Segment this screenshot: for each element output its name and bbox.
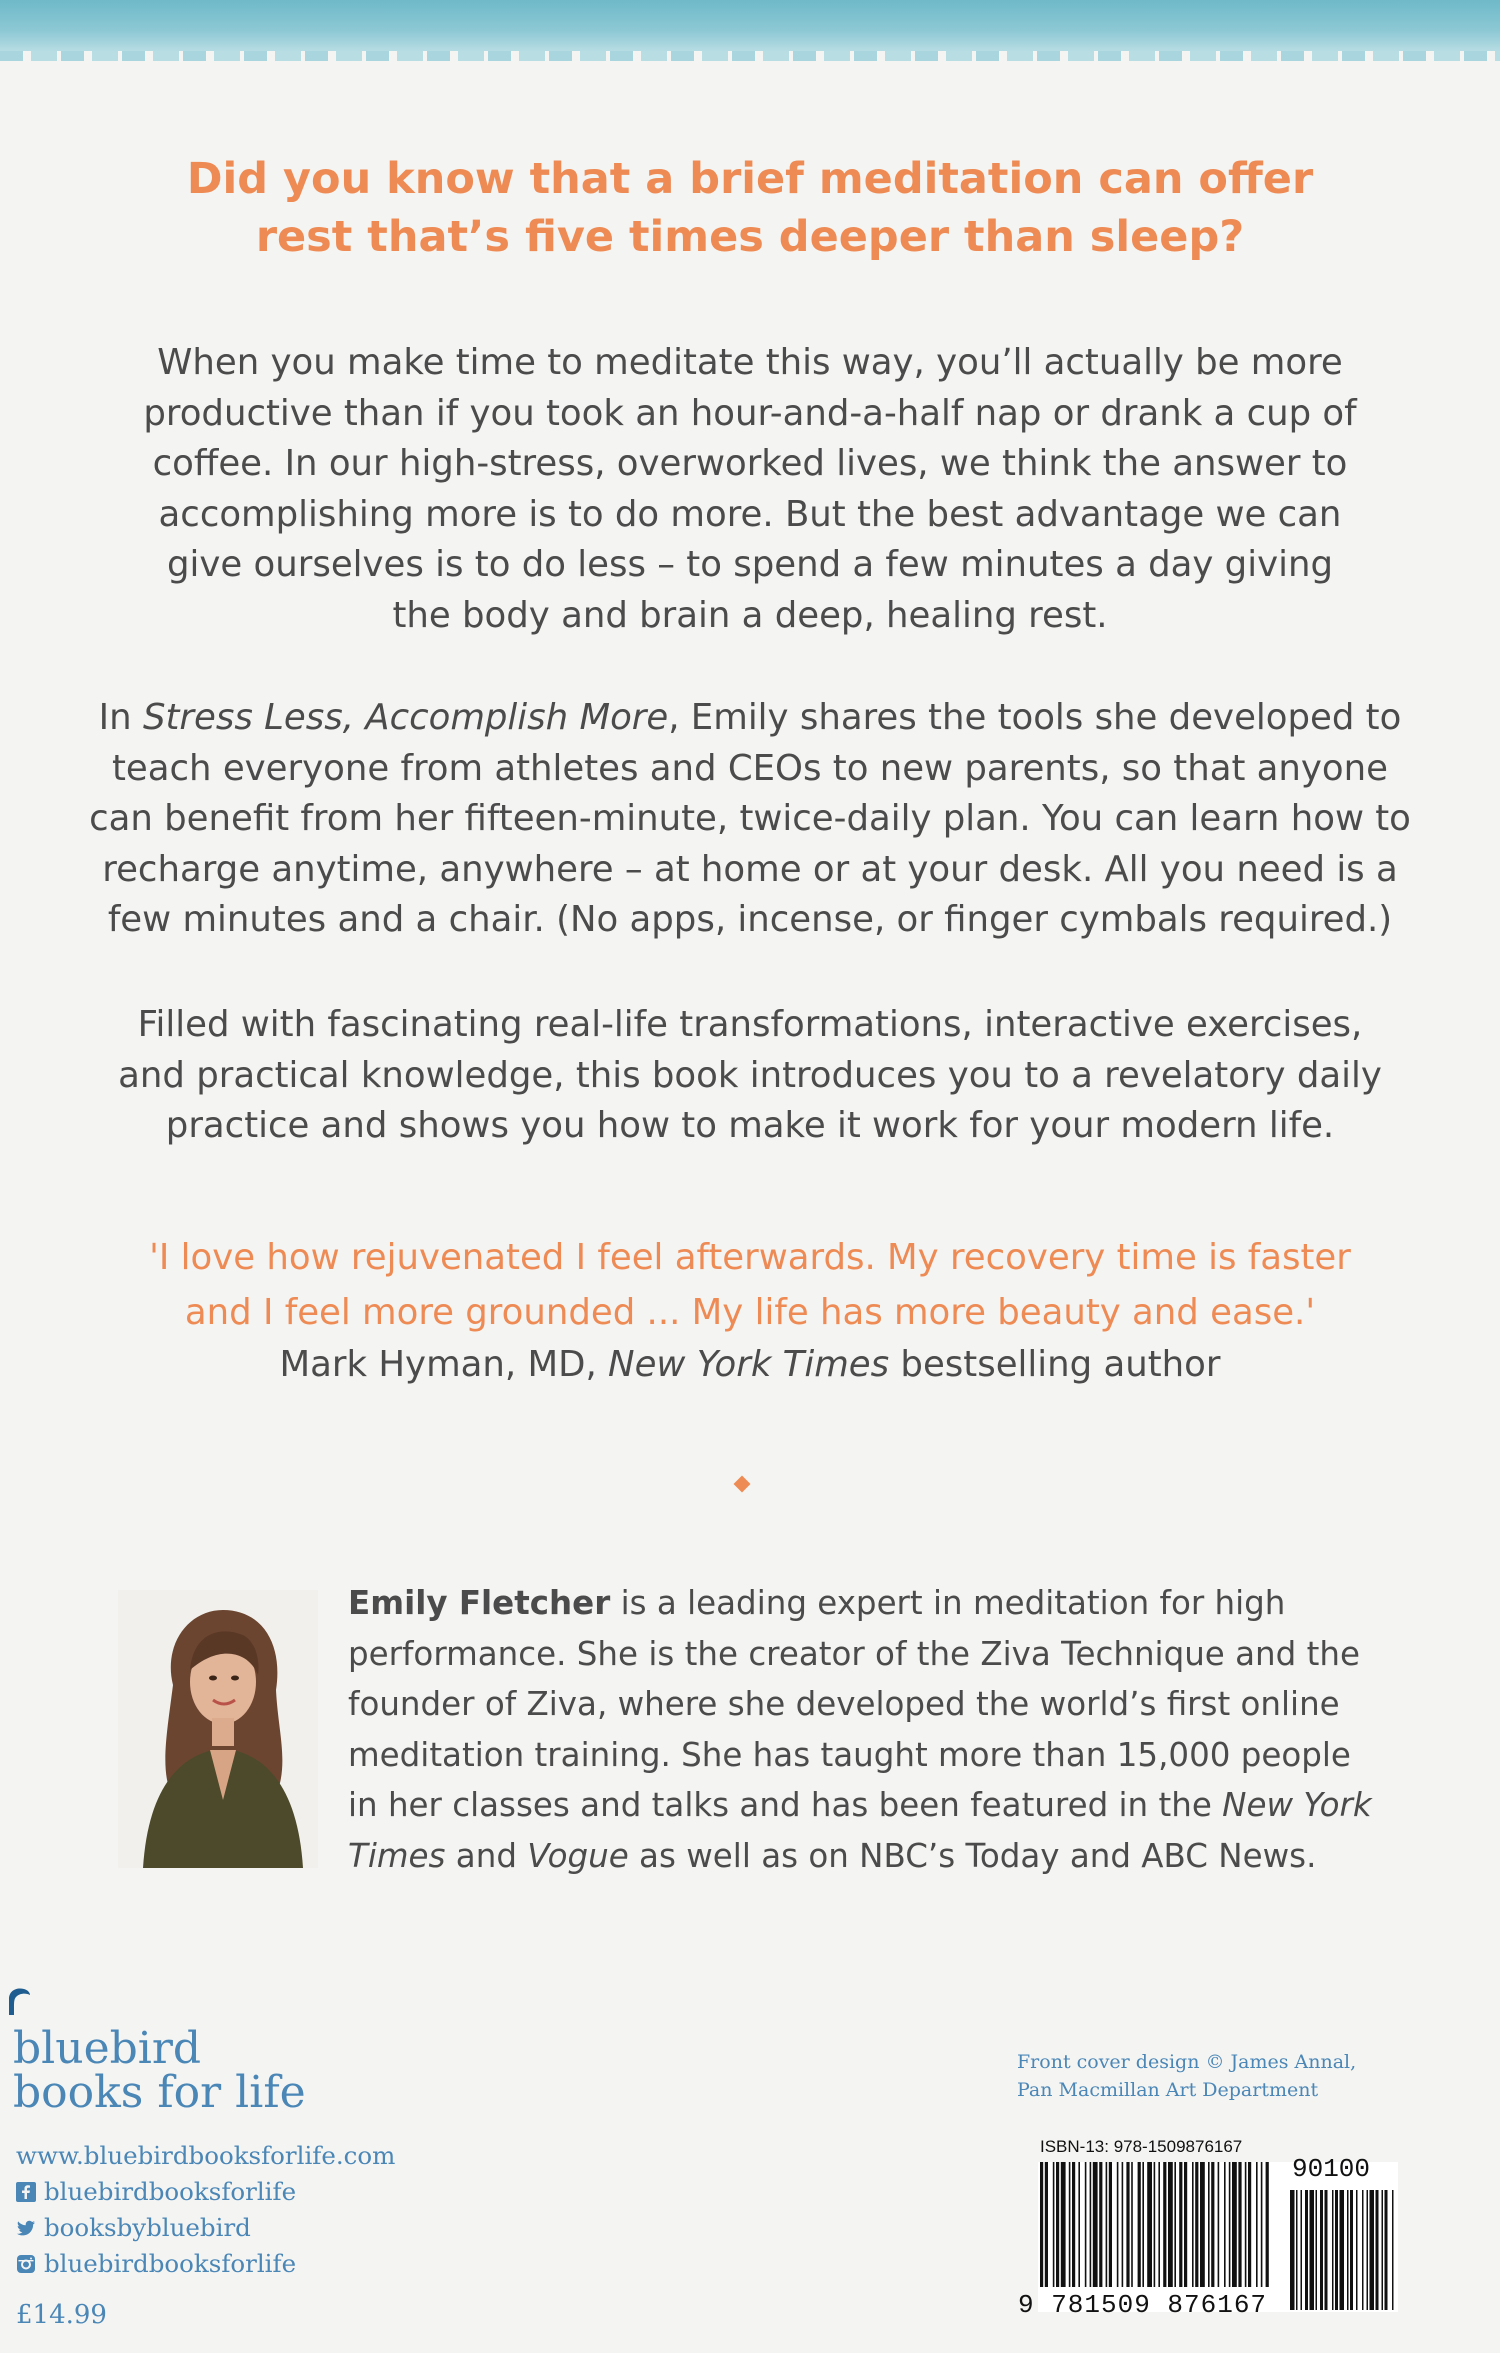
- text-line: When you make time to meditate this way, you’ll actually be more: [157, 342, 1343, 383]
- headline: [150, 150, 1350, 266]
- text-line: and practical knowledge, this book introduces you to a revelatory daily: [118, 1054, 1382, 1096]
- quote-line-2: and I feel more grounded ... My life has more beauty and ease.': [184, 1292, 1316, 1333]
- text-line: [348, 1780, 1398, 1831]
- text-line: founder of Ziva, where she developed the world’s first online: [348, 1685, 1340, 1723]
- instagram-link[interactable]: [16, 2246, 395, 2282]
- text-fragment: , Emily shares the tools she developed to: [668, 697, 1402, 738]
- publication-name: Vogue: [527, 1836, 629, 1875]
- author-photo: [118, 1590, 318, 1868]
- text-line: Filled with fascinating real-life transformations, interactive exercises,: [137, 1004, 1363, 1045]
- bluebird-logo-icon: [6, 1985, 32, 2017]
- text-line: practice and shows you how to make it work for your modern life.: [165, 1105, 1335, 1146]
- facebook-link[interactable]: [16, 2174, 395, 2210]
- cover-credit: [1017, 2048, 1356, 2104]
- text-line: few minutes and a chair. (No apps, incense, or finger cymbals required.): [107, 899, 1393, 940]
- text-line: teach everyone from athletes and CEOs to new parents, so that anyone: [112, 747, 1388, 789]
- text-line: give ourselves is to do less – to spend a few minutes a day giving: [166, 544, 1333, 585]
- isbn-label: ISBN-13: 978-1509876167: [1040, 2137, 1243, 2156]
- website-text: www.bluebirdbooksforlife.com: [16, 2141, 396, 2170]
- text-fragment: In: [98, 697, 143, 738]
- text-line: [348, 1578, 1398, 1629]
- quote-attribution: [40, 1340, 1460, 1390]
- text-line: coffee. In our high-stress, overworked lives, we think the answer to: [152, 443, 1348, 484]
- brand-line-1: bluebird: [13, 2023, 202, 2074]
- facebook-icon: [16, 2182, 36, 2202]
- brand-line-2: books for life: [13, 2067, 306, 2118]
- headline-line-2: rest that’s five times deeper than sleep?: [255, 212, 1245, 262]
- intro-paragraph: [40, 338, 1460, 641]
- publication-name: New York Times: [608, 1344, 890, 1385]
- text-line: recharge anytime, anywhere – at home or at your desk. All you need is a: [102, 848, 1398, 890]
- features-paragraph: [40, 1000, 1460, 1152]
- text-line: productive than if you took an hour-and-a-half nap or drank a cup of: [143, 392, 1357, 434]
- text-fragment: in her classes and talks and has been featured in the: [348, 1786, 1223, 1824]
- author-bio: [348, 1578, 1398, 1881]
- endorsement-quote: [40, 1230, 1460, 1390]
- twitter-icon: [16, 2218, 36, 2238]
- diamond-divider-icon: [734, 1476, 751, 1493]
- text-fragment: as well as on NBC’s Today and ABC News.: [628, 1836, 1317, 1875]
- text-fragment: is a leading expert in meditation for high: [610, 1584, 1286, 1622]
- text-fragment: Mark Hyman, MD,: [279, 1344, 609, 1385]
- text-line: the body and brain a deep, healing rest.: [392, 594, 1108, 636]
- quote-line-1: 'I love how rejuvenated I feel afterwards. My recovery time is faster: [149, 1237, 1351, 1278]
- text-line: accomplishing more is to do more. But the best advantage we can: [158, 493, 1342, 535]
- twitter-handle: booksbybluebird: [44, 2213, 251, 2242]
- credit-line-1: Front cover design © James Annal,: [1017, 2051, 1357, 2073]
- price: £14.99: [16, 2300, 107, 2330]
- website-link[interactable]: [16, 2138, 395, 2174]
- price-addon-code: 90100: [1292, 2154, 1371, 2184]
- text-line: can benefit from her fifteen-minute, twice-daily plan. You can learn how to: [89, 798, 1411, 839]
- book-title: Stress Less, Accomplish More: [142, 697, 669, 738]
- text-line: meditation training. She has taught more than 15,000 people: [348, 1735, 1351, 1774]
- text-line: [348, 1831, 1398, 1882]
- headline-line-1: Did you know that a brief meditation can offer: [186, 154, 1314, 204]
- publication-name: Times: [348, 1836, 446, 1875]
- twitter-link[interactable]: [16, 2210, 395, 2246]
- author-name: Emily Fletcher: [348, 1584, 611, 1622]
- text-fragment: and: [445, 1836, 528, 1875]
- publication-name: New York: [1222, 1786, 1372, 1824]
- credit-line-2: Pan Macmillan Art Department: [1017, 2079, 1319, 2101]
- text-line: performance. She is the creator of the Ziva Technique and the: [348, 1634, 1360, 1673]
- facebook-handle: bluebirdbooksforlife: [44, 2177, 297, 2206]
- text-line: [40, 693, 1460, 744]
- publisher-links: [16, 2138, 395, 2282]
- book-description-paragraph: [40, 693, 1460, 946]
- instagram-icon: [16, 2254, 36, 2274]
- top-watercolor-band: [0, 0, 1500, 55]
- instagram-handle: bluebirdbooksforlife: [44, 2249, 297, 2278]
- publisher-brand: [13, 2023, 306, 2118]
- isbn-digits: 9 781509 876167: [1018, 2290, 1268, 2320]
- text-fragment: bestselling author: [889, 1344, 1221, 1385]
